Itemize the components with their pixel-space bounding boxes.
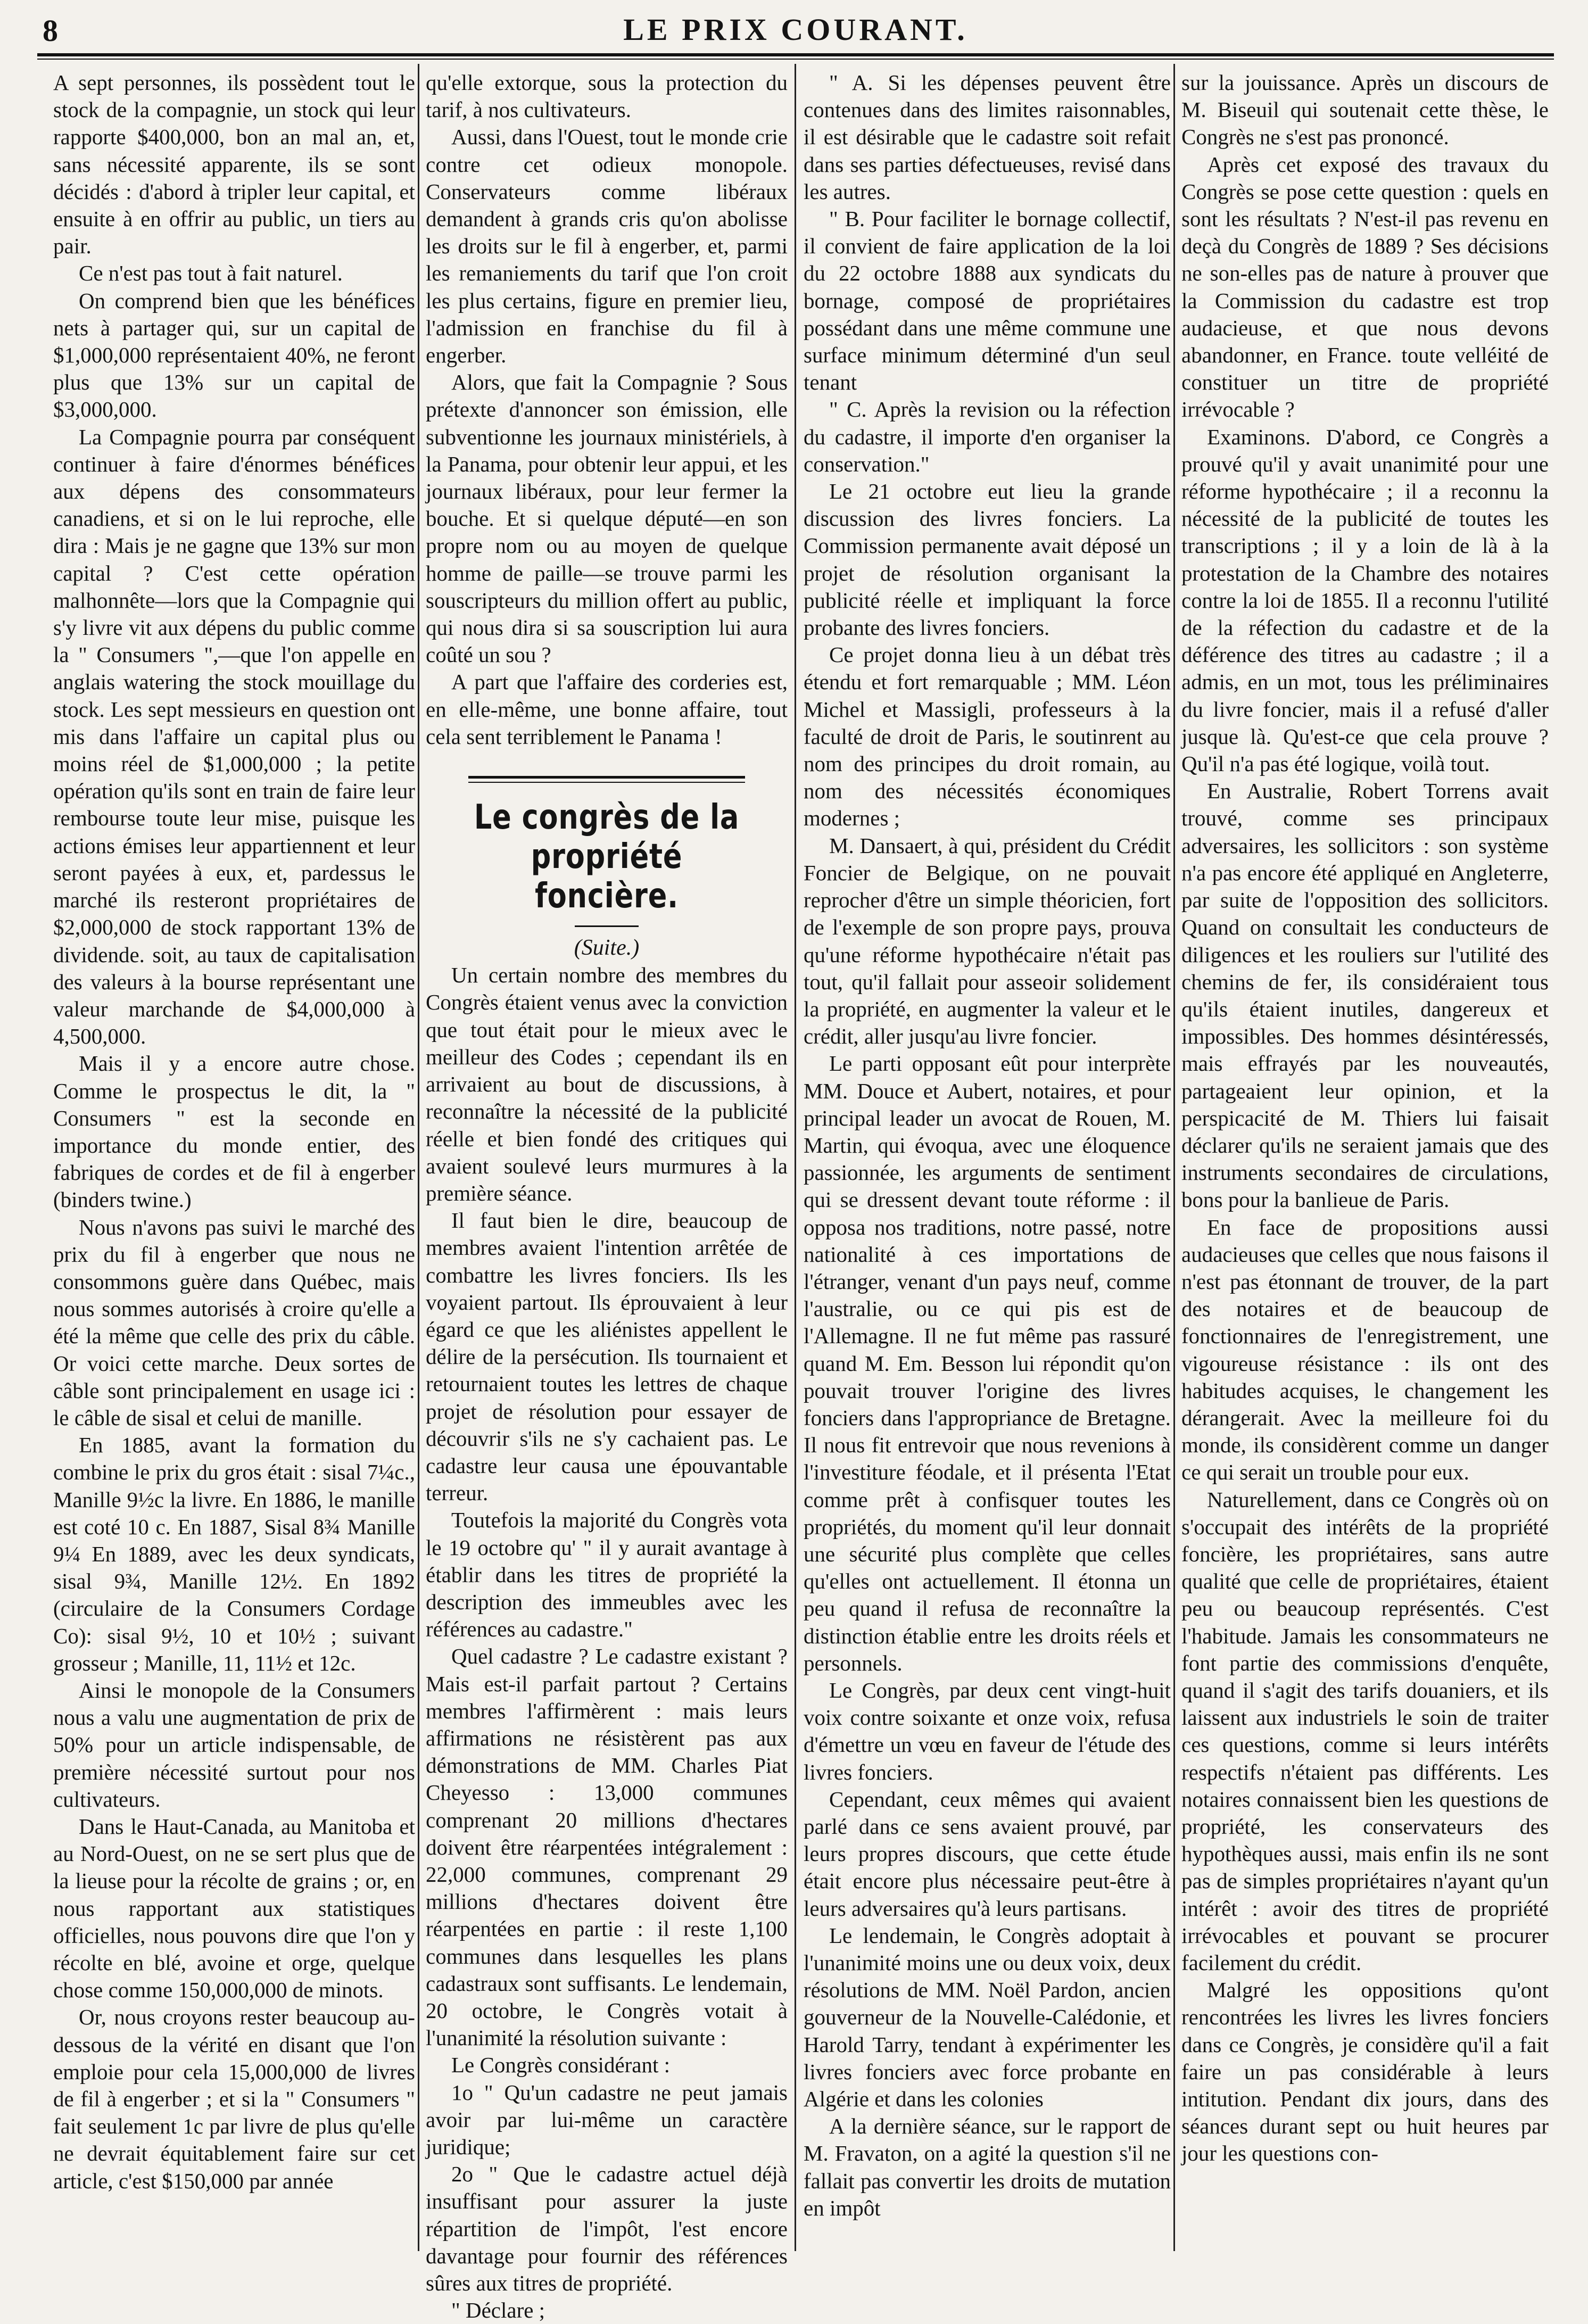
section-divider (468, 776, 745, 783)
paragraph: 2o " Que le cadastre actuel déjà insuffisant pour assurer la juste répartition de l'impôt, l'est encore davantage pour fournir des références sûres aux titres de propriété. (426, 2162, 788, 2296)
column-3 (804, 69, 1171, 2240)
paragraph: Un certain nombre des membres du Congrès étaient venus avec la conviction que tout était pour le mieux avec le meilleur des Codes ; cependant ils en arrivaient au bout de discussions, à reconnaître la nécessité de la publicité réelle et bien fondé des critiques qui avaient soulevé leurs murmures à la première séance. (426, 963, 788, 1205)
paragraph: " A. Si les dépenses peuvent être contenues dans des limites raisonnables, il est désirable que le cadastre soit refait dans ses parties défectueuses, revisé dans les autres. (804, 70, 1171, 204)
column-4 (1181, 69, 1549, 2240)
column-divider (1173, 64, 1175, 2251)
paragraph: Examinons. D'abord, ce Congrès a prouvé qu'il y avait unanimité pour une réforme hypothécaire ; il a reconnu la nécessité de la publicité de toutes les transcriptions ; il y a loin de là à la protestation de la Chambre des notaires contre la loi de 1855. Il a reconnu l'utilité de la réfection du cadastre et de la déférence des titres au cadastre ; il a admis, en un mot, tous les préliminaires du livre foncier, mais il a refusé d'aller jusque là. Qu'est-ce que cela prouve ? Qu'il n'a pas été logique, voilà tout. (1181, 424, 1549, 776)
paragraph: qu'elle extorque, sous la protection du tarif, à nos cultivateurs. (426, 70, 788, 122)
paragraph: A part que l'affaire des corderies est, en elle-même, une bonne affaire, tout cela sent terriblement le Panama ! (426, 669, 788, 749)
paragraph: On comprend bien que les bénéfices nets à partager qui, sur un capital de $1,000,000 représentaient 40%, ne feront plus que 13% sur un capital de $3,000,000. (53, 288, 415, 422)
paragraph: Le 21 octobre eut lieu la grande discussion des livres fonciers. La Commission permanente avait déposé un projet de résolution organisant la publicité réelle et impliquant la force probante des livres fonciers. (804, 479, 1171, 640)
paragraph: Or, nous croyons rester beaucoup au-dessous de la vérité en disant que l'on emploie pour cela 15,000,000 de livres de fil à engerber ; et si la " Consumers " fait seulement 1c par livre de plus qu'elle ne devrait équitablement faire sur cet article, c'est $150,000 par année (53, 2005, 415, 2193)
paragraph: sur la jouissance. Après un discours de M. Biseuil qui soutenait cette thèse, le Congrès ne s'est pas prononcé. (1181, 70, 1549, 150)
page-header (37, 6, 1554, 54)
paragraph: M. Dansaert, à qui, président du Crédit Foncier de Belgique, on ne pouvait reprocher d'être un simple théoricien, fort de l'exemple de son propre pays, prouva qu'une réforme hypothécaire n'était pas tout, qu'il fallait pour asseoir solidement la propriété, en augmenter la valeur et le crédit, aller jusqu'au livre foncier. (804, 833, 1171, 1049)
paragraph: 1o " Qu'un cadastre ne peut jamais avoir par lui-même un caractère juridique; (426, 2080, 788, 2160)
paragraph: Cependant, ceux mêmes qui avaient parlé dans ce sens avaient prouvé, par leurs propres discours, que cette étude était encore plus nécessaire peut-être à leurs adversaires qu'à leurs partisans. (804, 1787, 1171, 1921)
paragraph: En 1885, avant la formation du combine le prix du gros était : sisal 7¼c., Manille 9½c la livre. En 1886, le manille est coté 10 c. En 1887, Sisal 8¾ Manille 9¼ En 1889, avec les deux syndicats, sisal 9¾, Manille 12½. En 1892 (circulaire de la Consumers Cordage Co): sisal 9½, 10 et 10½ ; suivant grosseur ; Manille, 11, 11½ et 12c. (53, 1433, 415, 1675)
paragraph: Le lendemain, le Congrès adoptait à l'unanimité moins une ou deux voix, deux résolutions de MM. Noël Pardon, ancien gouverneur de la Nouvelle-Calédonie, et Harold Tarry, tendant à expérimenter les livres fonciers avec force probante en Algérie et dans les colonies (804, 1923, 1171, 2112)
paragraph: Ce projet donna lieu à un débat très étendu et fort remarquable ; MM. Léon Michel et Massigli, professeurs à la faculté de droit de Paris, le soutinrent au nom des principes du droit romain, au nom des nécessités économiques modernes ; (804, 642, 1171, 831)
paragraph: En Australie, Robert Torrens avait trouvé, comme ses principaux adversaires, les sollicitors : son système n'a pas encore été appliqué en Angleterre, par suite de l'opposition des sollicitors. Quand on consultait les conducteurs de diligences et les rouliers sur l'utilité des chemins de fer, ils considéraient tous qu'ils étaient inutiles, dangereux et impossibles. Des hommes désintéressés, mais effrayés par les nouveautés, partageaient leur opinion, et la perspicacité de M. Thiers lui faisait déclarer qu'ils ne seraient jamais que des instruments secondaires de circulations, bons pour la banlieue de Paris. (1181, 779, 1549, 1212)
paragraph: " C. Après la revision ou la réfection du cadastre, il importe d'en organiser la conservation." (804, 397, 1171, 476)
paragraph: " B. Pour faciliter le bornage collectif, il convient de faire application de la loi du 22 octobre 1888 aux syndicats du bornage, composé de propriétaires possédant dans une même commune une surface minimum déterminé d'un seul tenant (804, 206, 1171, 395)
paragraph: Le Congrès, par deux cent vingt-huit voix contre soixante et onze voix, refusa d'émettre un vœu en faveur de l'étude des livres fonciers. (804, 1677, 1171, 1784)
column-2 (426, 69, 788, 2323)
column-divider (795, 64, 796, 2251)
column-divider (418, 64, 419, 2251)
section-title: Le congrès de la propriété foncière. (474, 798, 740, 916)
paragraph: Il faut bien le dire, beaucoup de membres avaient l'intention arrêtée de combattre les livres fonciers. Ils les voyaient partout. Ils éprouvaient à leur égard ce que les aliénistes appellent le délire de la persécution. Ils tournaient et retournaient toutes les lettres de chaque projet de résolution pour essayer de découvrir s'ils ne s'y cachaient pas. Le cadastre leur causa une épouvantable terreur. (426, 1208, 788, 1506)
paragraph: En face de propositions aussi audacieuses que celles que nous faisons il n'est pas étonnant de trouver, de la part des notaires et de beaucoup de fonctionnaires de l'enregistrement, une vigoureuse résistance : ils ont des habitudes acquises, le changement les dérangerait. Avec la meilleure foi du monde, ils considèrent comme un danger ce qui serait un trouble pour eux. (1181, 1214, 1549, 1485)
paragraph: A la dernière séance, sur le rapport de M. Fravaton, on a agité la question s'il ne fallait pas convertir les droits de mutation en impôt (804, 2114, 1171, 2220)
paragraph: Quel cadastre ? Le cadastre existant ? Mais est-il parfait partout ? Certains membres l'affirmèrent : mais leurs affirmations ne résistèrent pas aux démonstrations de MM. Charles Piat Cheyesso : 13,000 communes comprenant 20 millions d'hectares doivent être réarpentées intégralement : 22,000 communes, comprenant 29 millions d'hectares doivent être réarpentées en partie : il reste 1,100 communes dans lesquelles les plans cadastraux sont suffisants. Le lendemain, 20 octobre, le Congrès votait à l'unanimité la résolution suivante : (426, 1644, 788, 2050)
paragraph: Mais il y a encore autre chose. Comme le prospectus le dit, la " Consumers " est la seconde en importance du monde entier, des fabriques de cordes et de fil à engerber (binders twine.) (53, 1051, 415, 1212)
header-rule (37, 53, 1554, 60)
paragraph: Ainsi le monopole de la Consumers nous a valu une augmentation de prix de 50% pour un article indispensable, de première nécessité surtout pour nos cultivateurs. (53, 1677, 415, 1812)
paragraph: " Déclare ; (451, 2298, 545, 2323)
paragraph: Naturellement, dans ce Congrès où on s'occupait des intérêts de la propriété foncière, les propriétaires, sans autre qualité que celle de propriétaires, étaient peu ou beaucoup représentés. C'est l'habitude. Jamais les consommateurs ne font partie des commissions d'enquête, quand il s'agit des tarifs douaniers, et ils laissent aux industriels le soin de traiter ces questions, comme si leurs intérêts respectifs n'étaient pas différents. Les notaires connaissent bien les questions de propriété, les conservateurs des hypothèques aussi, mais enfin ils ne sont pas de simples propriétaires n'ayant qu'un intérêt : avoir des titres de propriété irrévocables et pouvant se procurer facilement du crédit. (1181, 1487, 1549, 1975)
column-1 (53, 69, 415, 2240)
paragraph: Dans le Haut-Canada, au Manitoba et au Nord-Ouest, on ne se sert plus que de la lieuse pour la récolte de grains ; or, en nous rapportant aux statistiques officielles, nous pouvons dire que l'on y récolte en blé, avoine et orge, quelque chose comme 150,000,000 de minots. (53, 1814, 415, 2003)
paragraph: Le parti opposant eût pour interprète MM. Douce et Aubert, notaires, et pour principal leader un avocat de Rouen, M. Martin, qui évoqua, avec une éloquence passionnée, les arguments de sentiment qui se dressent devant toute réforme : il opposa nos traditions, notre passé, notre nationalité à ces importations de l'étranger, venant d'un pays neuf, comme l'australie, ou ce qui pis est de l'Allemagne. Il ne fut même pas rassuré quand M. Em. Besson lui répondit qu'on pouvait trouver l'origine des livres fonciers dans l'appropriance de Bretagne. Il nous fit entrevoir que nous revenions à l'investiture féodale, et il présenta l'Etat comme prêt à confisquer toutes les propriétés, du moment qu'il leur donnait une sécurité plus complète que celles qu'elles ont actuellement. Il étonna un peu quand il refusa de reconnaître la distinction établie entre les droits réels et personnels. (804, 1051, 1171, 1675)
paragraph: Le Congrès considérant : (451, 2053, 671, 2078)
paragraph: Aussi, dans l'Ouest, tout le monde crie contre cet odieux monopole. Conservateurs comme libéraux demandent à grands cris qu'on abolisse les droits sur le fil à engerber, et, parmi les remaniements du tarif que l'on croit les plus certains, figure en premier lieu, l'admission en franchise du fil à engerber. (426, 125, 788, 368)
paragraph: A sept personnes, ils possèdent tout le stock de la compagnie, un stock qui leur rapporte $400,000, bon an mal an, et, sans nécessité apparente, ils se sont décidés : d'abord à tripler leur capital, et ensuite à en offrir au public, un tiers au pair. (53, 70, 415, 259)
section-subtitle: (Suite.) (574, 936, 640, 961)
page-number: 8 (43, 13, 58, 48)
title-rule (575, 925, 639, 927)
paragraph: La Compagnie pourra par conséquent continuer à faire d'énormes bénéfices aux dépens des consommateurs canadiens, et si on le lui reproche, elle dira : Mais je ne gagne que 13% sur mon capital ? C'est cette opération malhonnête—lors que la Compagnie qui s'y livre vit aux dépens du public comme la " Consumers ",—que l'on appelle en anglais watering the stock mouillage du stock. Les sept messieurs en question ont mis dans l'affaire un capital plus ou moins réel de $1,000,000 ; la petite opération qu'ils sont en train de faire leur rembourse toute leur mise, puisque les actions émises leur appartiennent et leur seront payées à eux, et, pardessus le marché ils resteront propriétaires de $2,000,000 de stock rapportant 13% de dividende. soit, au taux de capitalisation des valeurs à la bourse représentant une valeur marchande de $4,000,000 à 4,500,000. (53, 424, 415, 1049)
paragraph: Alors, que fait la Compagnie ? Sous prétexte d'annoncer son émission, elle subventionne les journaux ministériels, à la Panama, pour obtenir leur appui, et les journaux libéraux, pour leur fermer la bouche. Et si quelque député—en son propre nom ou au moyen de quelque homme de paille—se trouve parmi les souscripteurs du million offert au public, qui nous dira si sa souscription lui aura coûté un sou ? (426, 370, 788, 667)
masthead-title: LE PRIX COURANT. (623, 12, 968, 47)
paragraph: Ce n'est pas tout à fait naturel. (79, 261, 343, 286)
paragraph: Après cet exposé des travaux du Congrès se pose cette question : quels en sont les résultats ? N'est-il pas revenu en deçà du Congrès de 1889 ? Ses décisions ne son-elles pas de nature à prouver que la Commission du cadastre est trop audacieuse, et que nous devons abandonner, en France. toute velléité de constituer un titre de propriété irrévocable ? (1181, 152, 1549, 422)
paragraph: Malgré les oppositions qu'ont rencontrées les livres les livres fonciers dans ce Congrès, je considère qu'il a fait faire un pas considérable à leurs intitution. Pendant dix jours, dans des séances durant sept ou huit heures par jour les questions con- (1181, 1978, 1549, 2166)
paragraph: Toutefois la majorité du Congrès vota le 19 octobre qu' " il y aurait avantage à établir dans les titres de propriété la description des immeubles avec les références au cadastre." (426, 1508, 788, 1642)
paragraph: Nous n'avons pas suivi le marché des prix du fil à engerber que nous ne consommons guère dans Québec, mais nous sommes autorisés à croire qu'elle a été la même que celle des prix du câble. Or voici cette marche. Deux sortes de câble sont principalement en usage ici : le câble de sisal et celui de manille. (53, 1214, 415, 1430)
